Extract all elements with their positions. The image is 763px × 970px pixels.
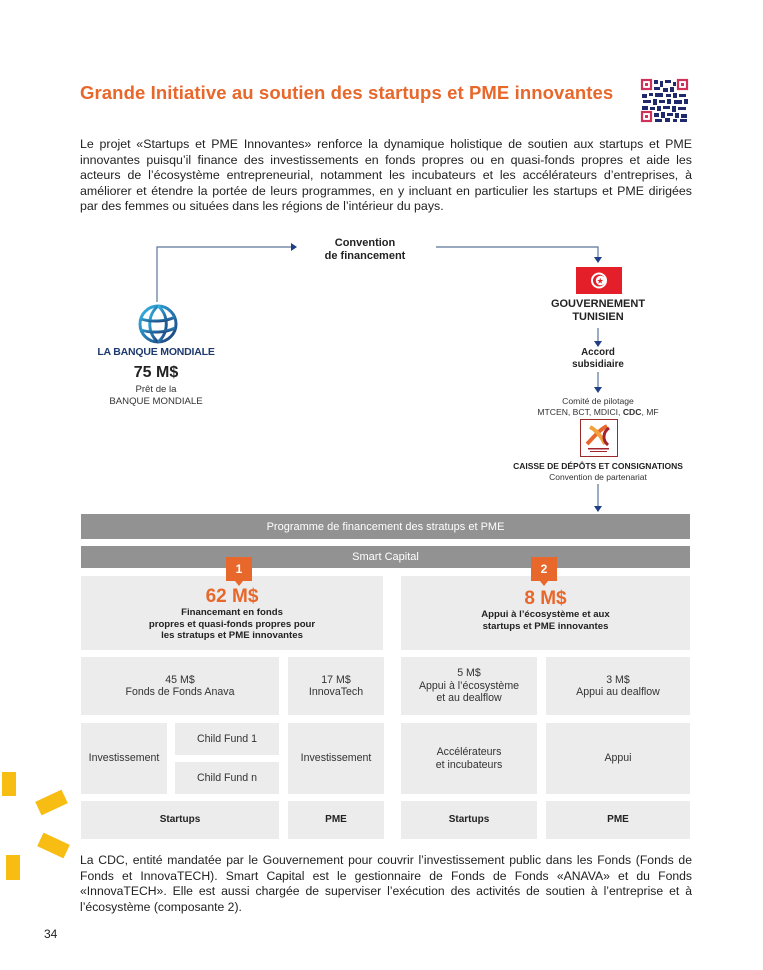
component-1-amount: 62 M$ <box>205 586 259 607</box>
programme-header: Programme de financement des stratups et PME <box>81 514 690 539</box>
fund-anava-name: Fonds de Fonds Anava <box>125 686 235 698</box>
component-2-desc-line-2: startups et PME innovantes <box>482 620 609 632</box>
component-1-desc-line-2: propres et quasi-fonds propres pour <box>148 618 316 630</box>
comite-members-list: MTCEN, BCT, MDICI, <box>537 406 623 417</box>
beneficiary-pme-2: PME <box>546 801 690 839</box>
world-bank-amount: 75 M$ <box>133 364 179 381</box>
decorative-spark-icon <box>35 790 68 816</box>
beneficiary-pme-1: PME <box>288 801 384 839</box>
accord-line-1: Accord <box>581 347 615 358</box>
fund-ecosystem <box>401 657 537 715</box>
government-line-2: TUNISIEN <box>572 311 624 323</box>
page-number: 34 <box>44 927 58 941</box>
accelerateurs-incubateurs <box>401 723 537 794</box>
component-1-card <box>81 576 383 650</box>
component-2-desc-line-1: Appui à l’écosystème et aux <box>481 609 610 620</box>
beneficiary-startups-1: Startups <box>81 801 279 839</box>
cdc-name: CAISSE DE DÉPÔTS ET CONSIGNATIONS <box>513 461 683 471</box>
government-line-1: GOUVERNEMENT <box>550 298 646 310</box>
tunisia-flag-icon <box>576 267 622 294</box>
arrow-down-icon <box>594 506 602 512</box>
comite-members <box>500 407 696 418</box>
fund-dealflow <box>546 657 690 715</box>
fund-innovatech <box>288 657 384 715</box>
component-2-amount: 8 M$ <box>524 588 567 609</box>
world-bank-sub-line-1: Prêt de la <box>135 384 177 395</box>
connector-convention-to-gov <box>436 247 598 258</box>
arrow-down-icon <box>594 257 602 263</box>
comite-title: Comité de pilotage <box>562 396 634 406</box>
comite-label <box>500 396 696 417</box>
fund-dealflow-amount: 3 M$ <box>606 673 630 686</box>
component-1-desc-line-1: Financemant en fonds <box>181 607 283 618</box>
arrow-right-icon <box>291 243 297 251</box>
fund-anava-amount: 45 M$ <box>165 673 195 686</box>
appui: Appui <box>546 723 690 794</box>
accord-line-2: subsidiaire <box>572 358 624 370</box>
fund-anava <box>81 657 279 715</box>
fund-innovatech-name: InnovaTech <box>308 686 364 698</box>
fund-dealflow-name: Appui au dealflow <box>576 686 660 698</box>
comite-member-cdc: CDC <box>622 406 642 417</box>
connector-bank-to-convention <box>157 247 292 302</box>
child-fund-n: Child Fund n <box>175 762 279 794</box>
decorative-spark-icon <box>6 855 20 880</box>
decorative-spark-icon <box>2 772 16 796</box>
smart-capital-bar: Smart Capital <box>81 546 690 568</box>
convention-line-2: de financement <box>324 250 406 262</box>
world-bank-sub-line-2: BANQUE MONDIALE <box>109 396 203 407</box>
convention-label <box>305 237 425 263</box>
page-title: Grande Initiative au soutien des startups et PME innovantes <box>80 82 614 103</box>
accelerateurs-line-2: et incubateurs <box>435 758 503 771</box>
anava-investissement: Investissement <box>81 723 167 794</box>
component-2-card <box>401 576 690 650</box>
world-bank-name: LA BANQUE MONDIALE <box>97 346 215 358</box>
fund-innovatech-amount: 17 M$ <box>321 673 351 686</box>
fund-ecosystem-amount: 5 M$ <box>457 667 481 680</box>
government-label <box>520 298 676 324</box>
component-2-badge: 2 <box>531 557 557 581</box>
fund-ecosystem-name-line-2: et au dealflow <box>436 692 502 705</box>
intro-paragraph: Le projet «Startups et PME Innovantes» renforce la dynamique holistique de soutien aux startups et PME innovantes puisqu’il finance des investissements en fonds propres ou en quasi-fonds propres et aide les acteurs de l’écosystème entrepreneurial, notamment les incubateurs et les accélérateurs d’entreprises, à améliorer et étendre la portée de leurs programmes, en y incluant en particulier les startups et PME dirigées par des femmes ou situées dans les régions de l’intérieur du pays. <box>80 137 692 213</box>
decorative-spark-icon <box>37 833 70 859</box>
comite-members-tail: , MF <box>641 406 659 417</box>
world-bank-subtitle <box>90 384 222 408</box>
accelerateurs-line-1: Accélérateurs <box>436 746 502 758</box>
cdc-logo-icon <box>580 419 618 457</box>
accord-subsidiaire-label <box>545 347 651 370</box>
component-1-desc-line-3: les stratups et PME innovantes <box>161 630 303 641</box>
component-1-badge: 1 <box>226 557 252 581</box>
child-fund-1: Child Fund 1 <box>175 723 279 755</box>
beneficiary-startups-2: Startups <box>401 801 537 839</box>
convention-line-1: Convention <box>334 237 396 249</box>
fund-ecosystem-name-line-1: Appui à l’écosystème <box>418 679 520 692</box>
outro-paragraph: La CDC, entité mandatée par le Gouvernement pour couvrir l’investissement public dans les Fonds (Fonds de Fonds et InnovaTECH). Smart Capital est le gestionnaire de Fonds de Fonds «ANAVA» et du Fonds «InnovaTECH». Elle est aussi chargée de superviser l’exécution des activités de soutien à l’entreprise et à l’écosystème (composante 2). <box>80 853 692 914</box>
arrow-down-icon <box>594 387 602 393</box>
cdc-subtitle: Convention de partenariat <box>549 472 647 482</box>
innovatech-investissement: Investissement <box>288 723 384 794</box>
globe-icon <box>137 303 179 345</box>
